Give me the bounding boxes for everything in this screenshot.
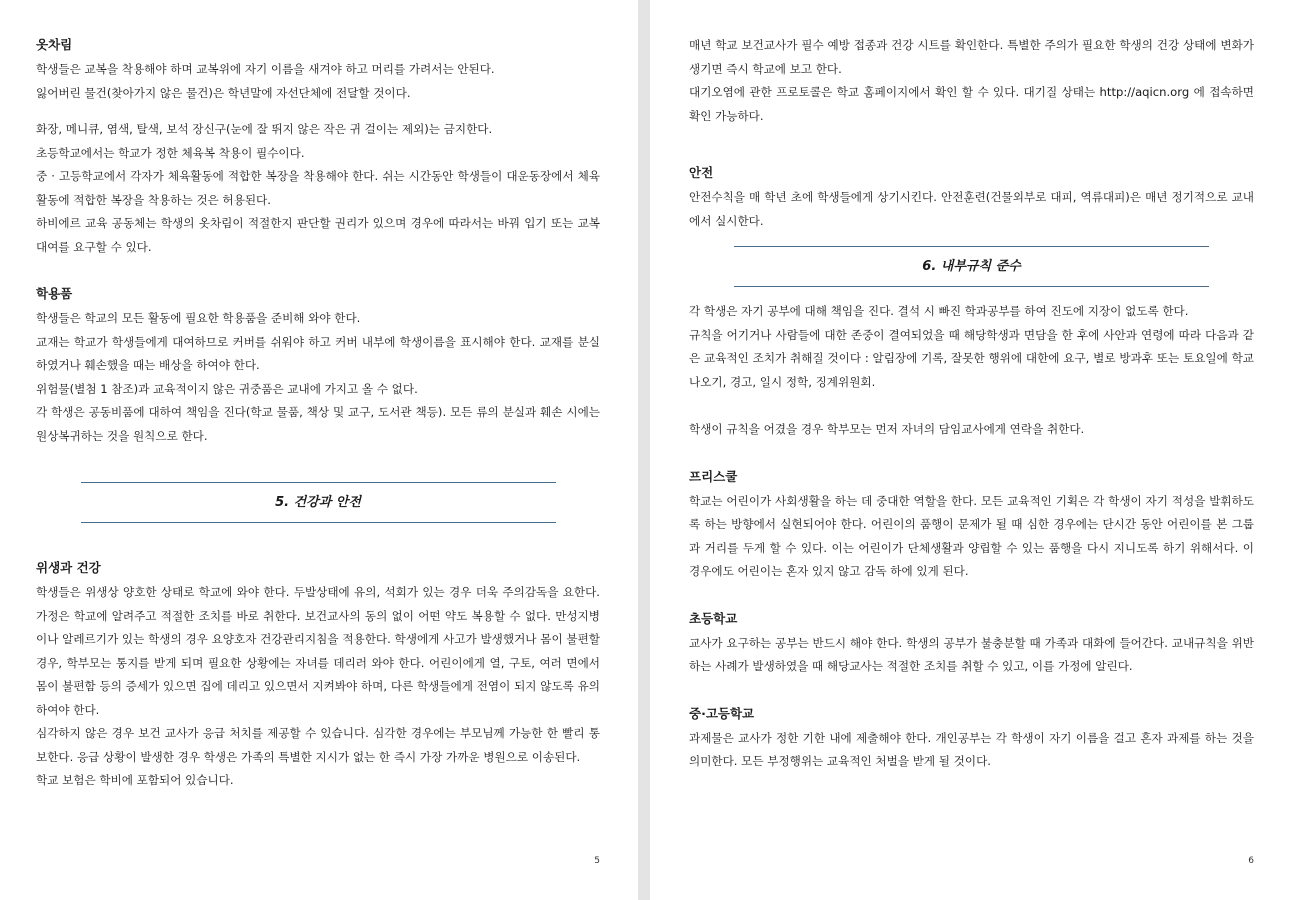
- spacer: [36, 259, 600, 283]
- spacer: [689, 287, 1254, 300]
- document-page-6: [650, 0, 1292, 900]
- page-content: [36, 34, 600, 793]
- spacer: [689, 442, 1254, 466]
- spacer: [689, 233, 1254, 246]
- paragraph: 안전수칙을 매 학년 초에 학생들에게 상기시킨다. 안전훈련(건물외부로 대피, 역류대피)은 매년 정기적으로 교내에서 실시한다.: [689, 190, 1254, 228]
- paragraph: 각 학생은 자기 공부에 대해 책임을 진다. 결석 시 빠진 학과공부를 하여 진도에 지장이 없도록 한다.: [689, 304, 1189, 318]
- spacer: [689, 128, 1254, 162]
- page-content: [689, 34, 1254, 774]
- paragraph: 학생들은 교복을 착용해야 하며 교복위에 자기 이름을 새겨야 하고 머리를 가려서는 안된다.: [36, 62, 495, 76]
- spacer: [689, 679, 1254, 703]
- paragraph: 화장, 메니큐, 염색, 탈색, 보석 장신구(눈에 잘 뛰지 않은 작은 귀 걸이는 제외)는 금지한다.: [36, 122, 493, 136]
- paragraph: 학생들은 위생상 양호한 상태로 학교에 와야 한다. 두발상태에 유의, 석회가 있는 경우 더욱 주의감독을 요한다. 가정은 학교에 알려주고 적절한 조치를 바로 취한다. 보건교사의 동의 없이 어떤 약도 복용할 수 없다. 만성지병이나 알레르기가 있는 학생의 경우 요양호자 건강관리지침을 적용한다. 학생에게 사고가 발생했거나 몸이 불편할 경우, 학부모는 통지를 받게 되며 필요한 상황에는 자녀를 데리러 와야 한다. 어린이에게 열, 구토, 여러 면에서 몸이 불편함 등의 증세가 있으면 집에 데리고 있으면서 지켜봐야 하며, 다른 학생들에게 전염이 되지 않도록 유의하여야 한다.: [36, 585, 600, 717]
- paragraph: 학교는 어린이가 사회생활을 하는 데 중대한 역할을 한다. 모든 교육적인 기획은 각 학생이 자기 적성을 발휘하도록 하는 방향에서 실현되어야 한다. 어린이의 품행이 문제가 될 때 심한 경우에는 단시간 동안 어린이를 본 그룹과 거리를 두게 할 수 있다. 이는 어린이가 단체생활과 양립할 수 있는 품행을 다시 지니도록 하기 위해서다. 이 경우에도 어린이는 혼자 있지 않고 감독 하에 있게 된다.: [689, 493, 1254, 578]
- section-heading-safety: 안전: [689, 165, 714, 180]
- paragraph: 하비에르 교육 공동체는 학생의 옷차림이 적절한지 판단할 권리가 있으며 경우에 따라서는 바꿔 입기 또는 교복대여를 요구할 수 있다.: [36, 216, 600, 254]
- page-number: 6: [1248, 856, 1254, 866]
- paragraph: 학교 보험은 학비에 포함되어 있습니다.: [36, 773, 234, 787]
- section-heading-hygiene: 위생과 건강: [36, 560, 101, 575]
- paragraph: 대기오염에 관한 프로토콜은 학교 홈페이지에서 확인 할 수 있다. 대기질 상태는 http://aqicn.org 에 접속하면 확인 가능하다.: [689, 85, 1254, 123]
- spacer: [36, 448, 600, 482]
- paragraph: 심각하지 않은 경우 보건 교사가 응급 처치를 제공할 수 있습니다. 심각한 경우에는 부모님께 가능한 한 빨리 통보한다. 응급 상황이 발생한 경우 학생은 가족의 특별한 지시가 없는 한 즉시 가장 가까운 병원으로 이송된다.: [36, 726, 600, 764]
- paragraph: 교사가 요구하는 공부는 반드시 해야 한다. 학생의 공부가 불충분할 때 가족과 대화에 들어간다. 교내규칙을 위반하는 사례가 발생하였을 때 해당교사는 적절한 조치를 취할 수 있고, 이를 가정에 알린다.: [689, 635, 1254, 673]
- spacer: [689, 584, 1254, 608]
- paragraph: 매년 학교 보건교사가 필수 예방 접종과 건강 시트를 확인한다. 특별한 주의가 필요한 학생의 건강 상태에 변화가 생기면 즉시 학교에 보고 한다.: [689, 38, 1254, 76]
- spacer: [36, 523, 600, 557]
- section-heading-elementary: 초등학교: [689, 610, 738, 626]
- paragraph: 교재는 학교가 학생들에게 대여하므로 커버를 쉬워야 하고 커버 내부에 학생이름을 표시해야 한다. 교재를 분실하였거나 훼손했을 때는 배상을 하여야 한다.: [36, 334, 600, 372]
- spacer: [36, 105, 600, 118]
- section-heading-preschool: 프리스쿨: [689, 468, 738, 484]
- paragraph: 위험물(별첨 1 참조)과 교육적이지 않은 귀중품은 교내에 가지고 올 수 없다.: [36, 381, 418, 396]
- spacer: [689, 394, 1254, 418]
- page-number: 5: [594, 856, 600, 866]
- paragraph: 초등학교에서는 학교가 정한 체육복 착용이 필수이다.: [36, 145, 305, 160]
- paragraph: 잃어버린 물건(찾아가지 않은 물건)은 학년말에 자선단체에 전달할 것이다.: [36, 85, 411, 100]
- paragraph: 학생이 규칙을 어겼을 경우 학부모는 먼저 자녀의 담임교사에게 연락을 취한다.: [689, 422, 1085, 436]
- section-heading-supplies: 학용품: [36, 286, 73, 301]
- chapter-heading-6: 6. 내부규칙 준수: [734, 246, 1209, 287]
- section-heading-clothing: 옷차림: [36, 37, 73, 52]
- paragraph: 학생들은 학교의 모든 활동에 필요한 학용품을 준비해 와야 한다.: [36, 311, 361, 325]
- paragraph: 각 학생은 공동비품에 대하여 책임을 진다(학교 물품, 책상 및 교구, 도서관 책등). 모든 류의 분실과 훼손 시에는 원상복귀하는 것을 원칙으로 한다.: [36, 405, 600, 443]
- document-page-5: [0, 0, 638, 900]
- paragraph: 규칙을 어기거나 사람들에 대한 존중이 결여되었을 때 해당학생과 면담을 한 후에 사안과 연령에 따라 다음과 같은 교육적인 조치가 취해질 것이다 : 알림장에 기록, 잘못한 행위에 대한에 요구, 별로 방과후 또는 토요일에 학교 나오기, 경고, 일시 정학, 징계위원회.: [689, 327, 1254, 389]
- chapter-heading-5: 5. 건강과 안전: [81, 482, 556, 523]
- paragraph: 중 · 고등학교에서 각자가 체육활동에 적합한 복장을 착용해야 한다. 쉬는 시간동안 학생들이 대운동장에서 체육활동에 적합한 복장을 착용하는 것은 허용된다.: [36, 169, 600, 207]
- paragraph: 과제물은 교사가 정한 기한 내에 제출해야 한다. 개인공부는 각 학생이 자기 이름을 걸고 혼자 과제를 하는 것을 의미한다. 모든 부정행위는 교육적인 처벌을 받게 될 것이다.: [689, 730, 1254, 768]
- section-heading-secondary: 중·고등학교: [689, 705, 755, 721]
